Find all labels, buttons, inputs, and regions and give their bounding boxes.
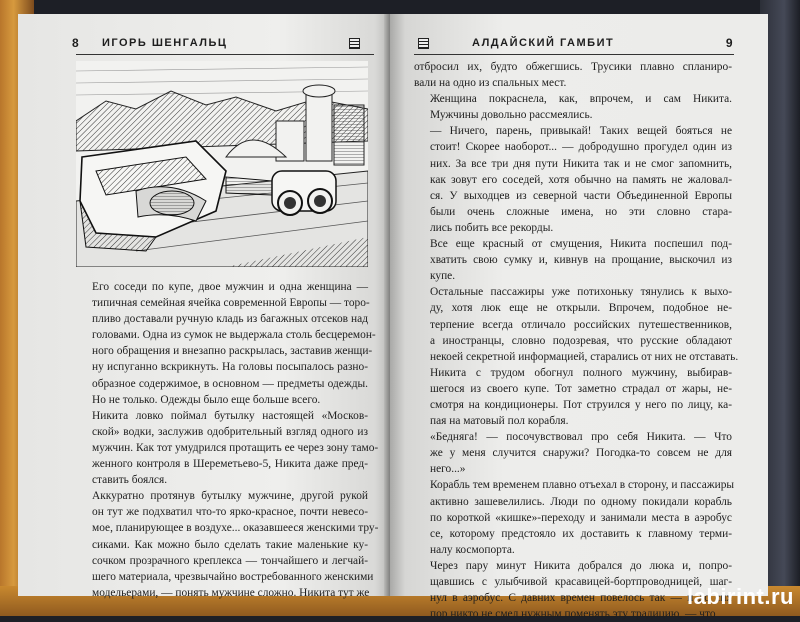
text-line: терпение всегда отличало российских путешественников,	[430, 318, 732, 331]
left-body-text	[76, 279, 379, 601]
text-line: ся. У выходцев из северной части Объединенной Европы	[430, 189, 732, 202]
text-line: хватить свою сумку и, кивнув на прощание, выскочил из	[430, 254, 732, 267]
ornament-icon	[349, 38, 360, 49]
text-line: сочком прозрачного креплекса — тончайшего и легчай-	[92, 554, 368, 567]
text-line: купе.	[430, 270, 456, 283]
text-line: смотря на кондиционеры. Пот струился у него по лицу, ка-	[430, 398, 732, 411]
text-line: Его соседи по купе, двое мужчин и одна женщина —	[92, 281, 368, 293]
text-line: стоит! Скорее наоборот... — добродушно прогудел один из	[430, 141, 732, 154]
text-line: Женщина покраснела, как, впрочем, и сам Никита.	[430, 93, 732, 106]
text-line: Аккуратно протянув бутылку мужчине, другой рукой	[92, 490, 368, 503]
text-line: головами. Одна из сумок не выдержала столь бесцеремон-	[92, 329, 376, 342]
left-page-number: 8	[72, 36, 81, 50]
text-line: были очень сложные имена, но эти словно стара-	[430, 205, 732, 218]
text-line: отбросил их, будто обжегшись. Трусики плавно спланиро-	[414, 61, 732, 73]
text-line: мое, планирующее в воздухе... оказавшееся женскими тру-	[92, 522, 379, 535]
left-page	[18, 14, 390, 599]
text-line: шего материала, чрезвычайно востребованного женскими	[92, 570, 374, 583]
text-line: Мужчины довольно рассмеялись.	[430, 109, 593, 122]
paragraph	[414, 558, 732, 622]
watermark-domain: .ru	[764, 584, 794, 609]
right-page-number: 9	[725, 36, 734, 50]
paragraph	[76, 279, 376, 408]
text-line: ской» водки, заслужив одобрительный взгляд одного из	[92, 425, 368, 438]
paragraph	[414, 365, 732, 429]
text-line: образное содержимое, в основном — предметы одежды.	[92, 377, 368, 390]
paragraph	[414, 477, 735, 557]
text-line: женного контроля в Шереметьево-5, Никита даже пред-	[92, 458, 368, 471]
text-line: Но не только. Одежды было еще больше всего.	[92, 393, 321, 406]
text-line: пливо доставали ручную кладь из багажных отсеков над	[92, 313, 368, 326]
chapter-illustration	[76, 61, 368, 267]
paragraph	[76, 408, 379, 488]
paragraph	[414, 236, 732, 284]
text-line: Остальные пассажиры уже потихоньку тянулись к выхо-	[430, 286, 732, 299]
text-line: Никита ловко поймал бутылку настоящей «Москов-	[92, 409, 368, 422]
watermark-name: labirint	[687, 584, 765, 609]
paragraph	[414, 59, 732, 91]
text-line: щавшись с улыбчивой красавицей-бортпроводницей, шаг-	[430, 576, 732, 588]
text-line: Корабль тем временем плавно отъехал в сторону, и пассажиры	[430, 479, 735, 492]
text-line: активно зашевелились. Люди по одному покидали корабль	[430, 495, 732, 508]
right-body-text	[414, 59, 739, 622]
text-line: «Бедняга! — посочувствовал про себя Никита. — Что	[430, 431, 732, 444]
paragraph	[76, 488, 379, 601]
text-line: ставить боялся.	[92, 474, 168, 487]
text-line: Через пару минут Никита добрался до люка и, попро-	[430, 559, 732, 572]
text-line: них. За все три дня пути Никита так и не смог запомнить,	[430, 157, 732, 170]
paragraph	[414, 123, 732, 236]
text-line: пая на матовый пол корабля.	[430, 415, 569, 428]
text-line: он тут же подхватил что-то ярко-красное, почти невесо-	[92, 506, 368, 519]
text-line: ду, хотя люк еще не открыли. Впрочем, подобное не-	[430, 302, 732, 315]
text-line: сиками. Как можно было сделать такие маленькие ку-	[92, 538, 368, 551]
text-line: него...»	[430, 463, 466, 476]
text-line: как зовут его соседей, хотя обычно на память не жаловал-	[430, 173, 732, 186]
text-line: вали на одно из спальных мест.	[414, 77, 567, 90]
text-line: налу космопорта.	[430, 543, 515, 556]
text-line: типичная семейная ячейка современной Европы — торо-	[92, 297, 370, 310]
text-line: модельерами, — понять мужчине сложно. Никита тут же	[92, 586, 370, 599]
left-running-header	[72, 36, 374, 55]
ornament-icon	[418, 38, 429, 49]
text-line: ну испуганно вскрикнуть. На головы посыпалось разно-	[92, 361, 368, 374]
text-line: пор никто не смел нужным поменять эту традицию, — что	[430, 608, 716, 621]
left-running-head: ИГОРЬ ШЕНГАЛЬЦ	[102, 37, 228, 49]
text-line: — Ничего, парень, привыкай! Таких вещей бояться не	[430, 125, 732, 138]
watermark	[687, 584, 794, 610]
text-line: лись побить все рекорды.	[430, 221, 554, 234]
text-line: же у меня случится снаружи? Погодка-то совсем не для	[430, 447, 732, 460]
text-line: некоей секретной информацией, старались от них не отставать.	[430, 350, 739, 363]
right-running-header	[414, 36, 734, 55]
text-line: Все еще красный от смущения, Никита поспешил под-	[430, 238, 732, 251]
right-running-head: АЛДАЙСКИЙ ГАМБИТ	[472, 37, 615, 49]
text-line: се, которому предстояло их доставить к главному терми-	[430, 527, 732, 540]
text-line: Никита с трудом обогнул полного мужчину, выбирав-	[430, 366, 732, 379]
text-line: по короткой «кишке»-переходу и занимали места в аэробус	[430, 511, 732, 524]
text-line: нул в аэробус. С давних времен повелось так — и до сих	[430, 592, 732, 605]
text-line: мужчин. Как тот умудрился протащить ее через зону тамо-	[92, 441, 379, 454]
paragraph	[414, 284, 739, 364]
text-line: ного обращения и внезапно раскрылась, заставив женщи-	[92, 345, 373, 358]
text-line: шегося из своего купе. Тот заметно страдал от жары, не-	[430, 382, 732, 395]
paragraph	[414, 91, 732, 123]
text-line: а иностранцы, словно подозревая, что русские обладают	[430, 334, 732, 347]
paragraph	[414, 429, 732, 477]
